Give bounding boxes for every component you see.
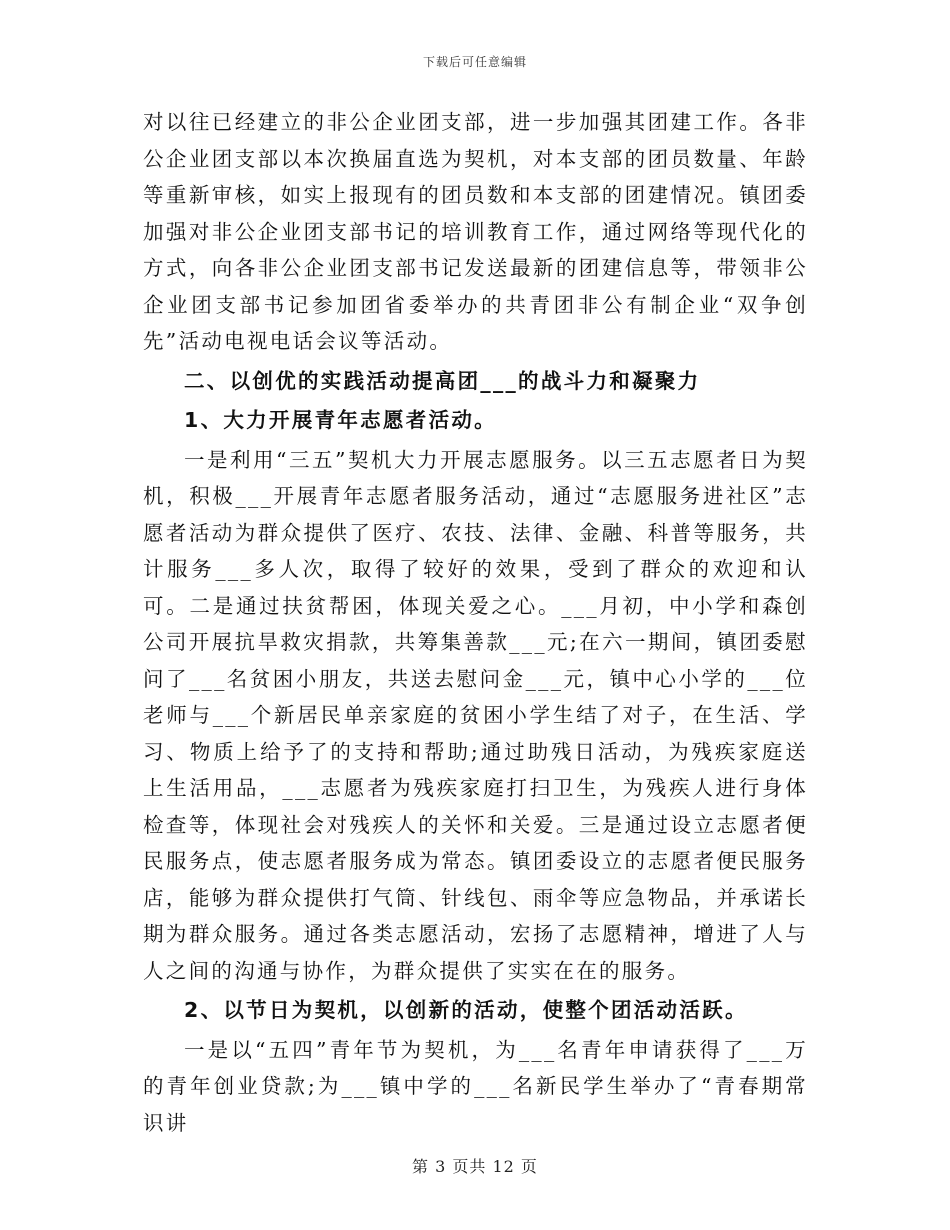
document-body — [143, 104, 808, 1141]
page-number: 第 3 页共 12 页 — [412, 1157, 538, 1176]
paragraph-party-building: 对以往已经建立的非公企业团支部，进一步加强其团建工作。各非公企业团支部以本次换届直选为契机，对本支部的团员数量、年龄等重新审核，如实上报现有的团员数和本支部的团建情况。镇团委加强对非公企业团支部书记的培训教育工作，通过网络等现代化的方式，向各非公企业团支部书记发送最新的团建信息等，带领非公企业团支部书记参加团省委举办的共青团非公有制企业“双争创先”活动电视电话会议等活动。 — [143, 110, 808, 353]
section-heading-2: 二、以创优的实践活动提高团___的战斗力和凝聚力 — [184, 368, 701, 393]
paragraph-volunteer-activities: 一是利用“三五”契机大力开展志愿服务。以三五志愿者日为契机，积极___开展青年志愿者服务活动，通过“志愿服务进社区”志愿者活动为群众提供了医疗、农技、法律、金融、科普等服务，共计服务___多人次，取得了较好的效果，受到了群众的欢迎和认可。二是通过扶贫帮困，体现关爱之心。___月初，中小学和森创公司开展抗旱救灾捐款，共筹集善款___元;在六一期间，镇团委慰问了___名贫困小朋友，共送去慰问金___元，镇中心小学的___位老师与___个新居民单亲家庭的贫困小学生结了对子，在生活、学习、物质上给予了的支持和帮助;通过助残日活动，为残疾家庭送上生活用品，___志愿者为残疾家庭打扫卫生，为残疾人进行身体检查等，体现社会对残疾人的关怀和关爱。三是通过设立志愿者便民服务点，使志愿者服务成为常态。镇团委设立的志愿者便民服务店，能够为群众提供打气筒、针线包、雨伞等应急物品，并承诺长期为群众服务。通过各类志愿活动，宏扬了志愿精神，增进了人与人之间的沟通与协作，为群众提供了实实在在的服务。 — [143, 447, 808, 983]
subsection-heading-1: 1、大力开展青年志愿者活动。 — [184, 408, 497, 432]
page-header: 下载后可任意编辑 — [422, 55, 527, 69]
subsection-heading-2: 2、以节日为契机，以创新的活动，使整个团活动活跃。 — [184, 998, 748, 1022]
paragraph-youth-day: 一是以“五四”青年节为契机，为___名青年申请获得了___万的青年创业贷款;为___镇中学的___名新民学生举办了“青春期常识讲 — [143, 1037, 808, 1135]
